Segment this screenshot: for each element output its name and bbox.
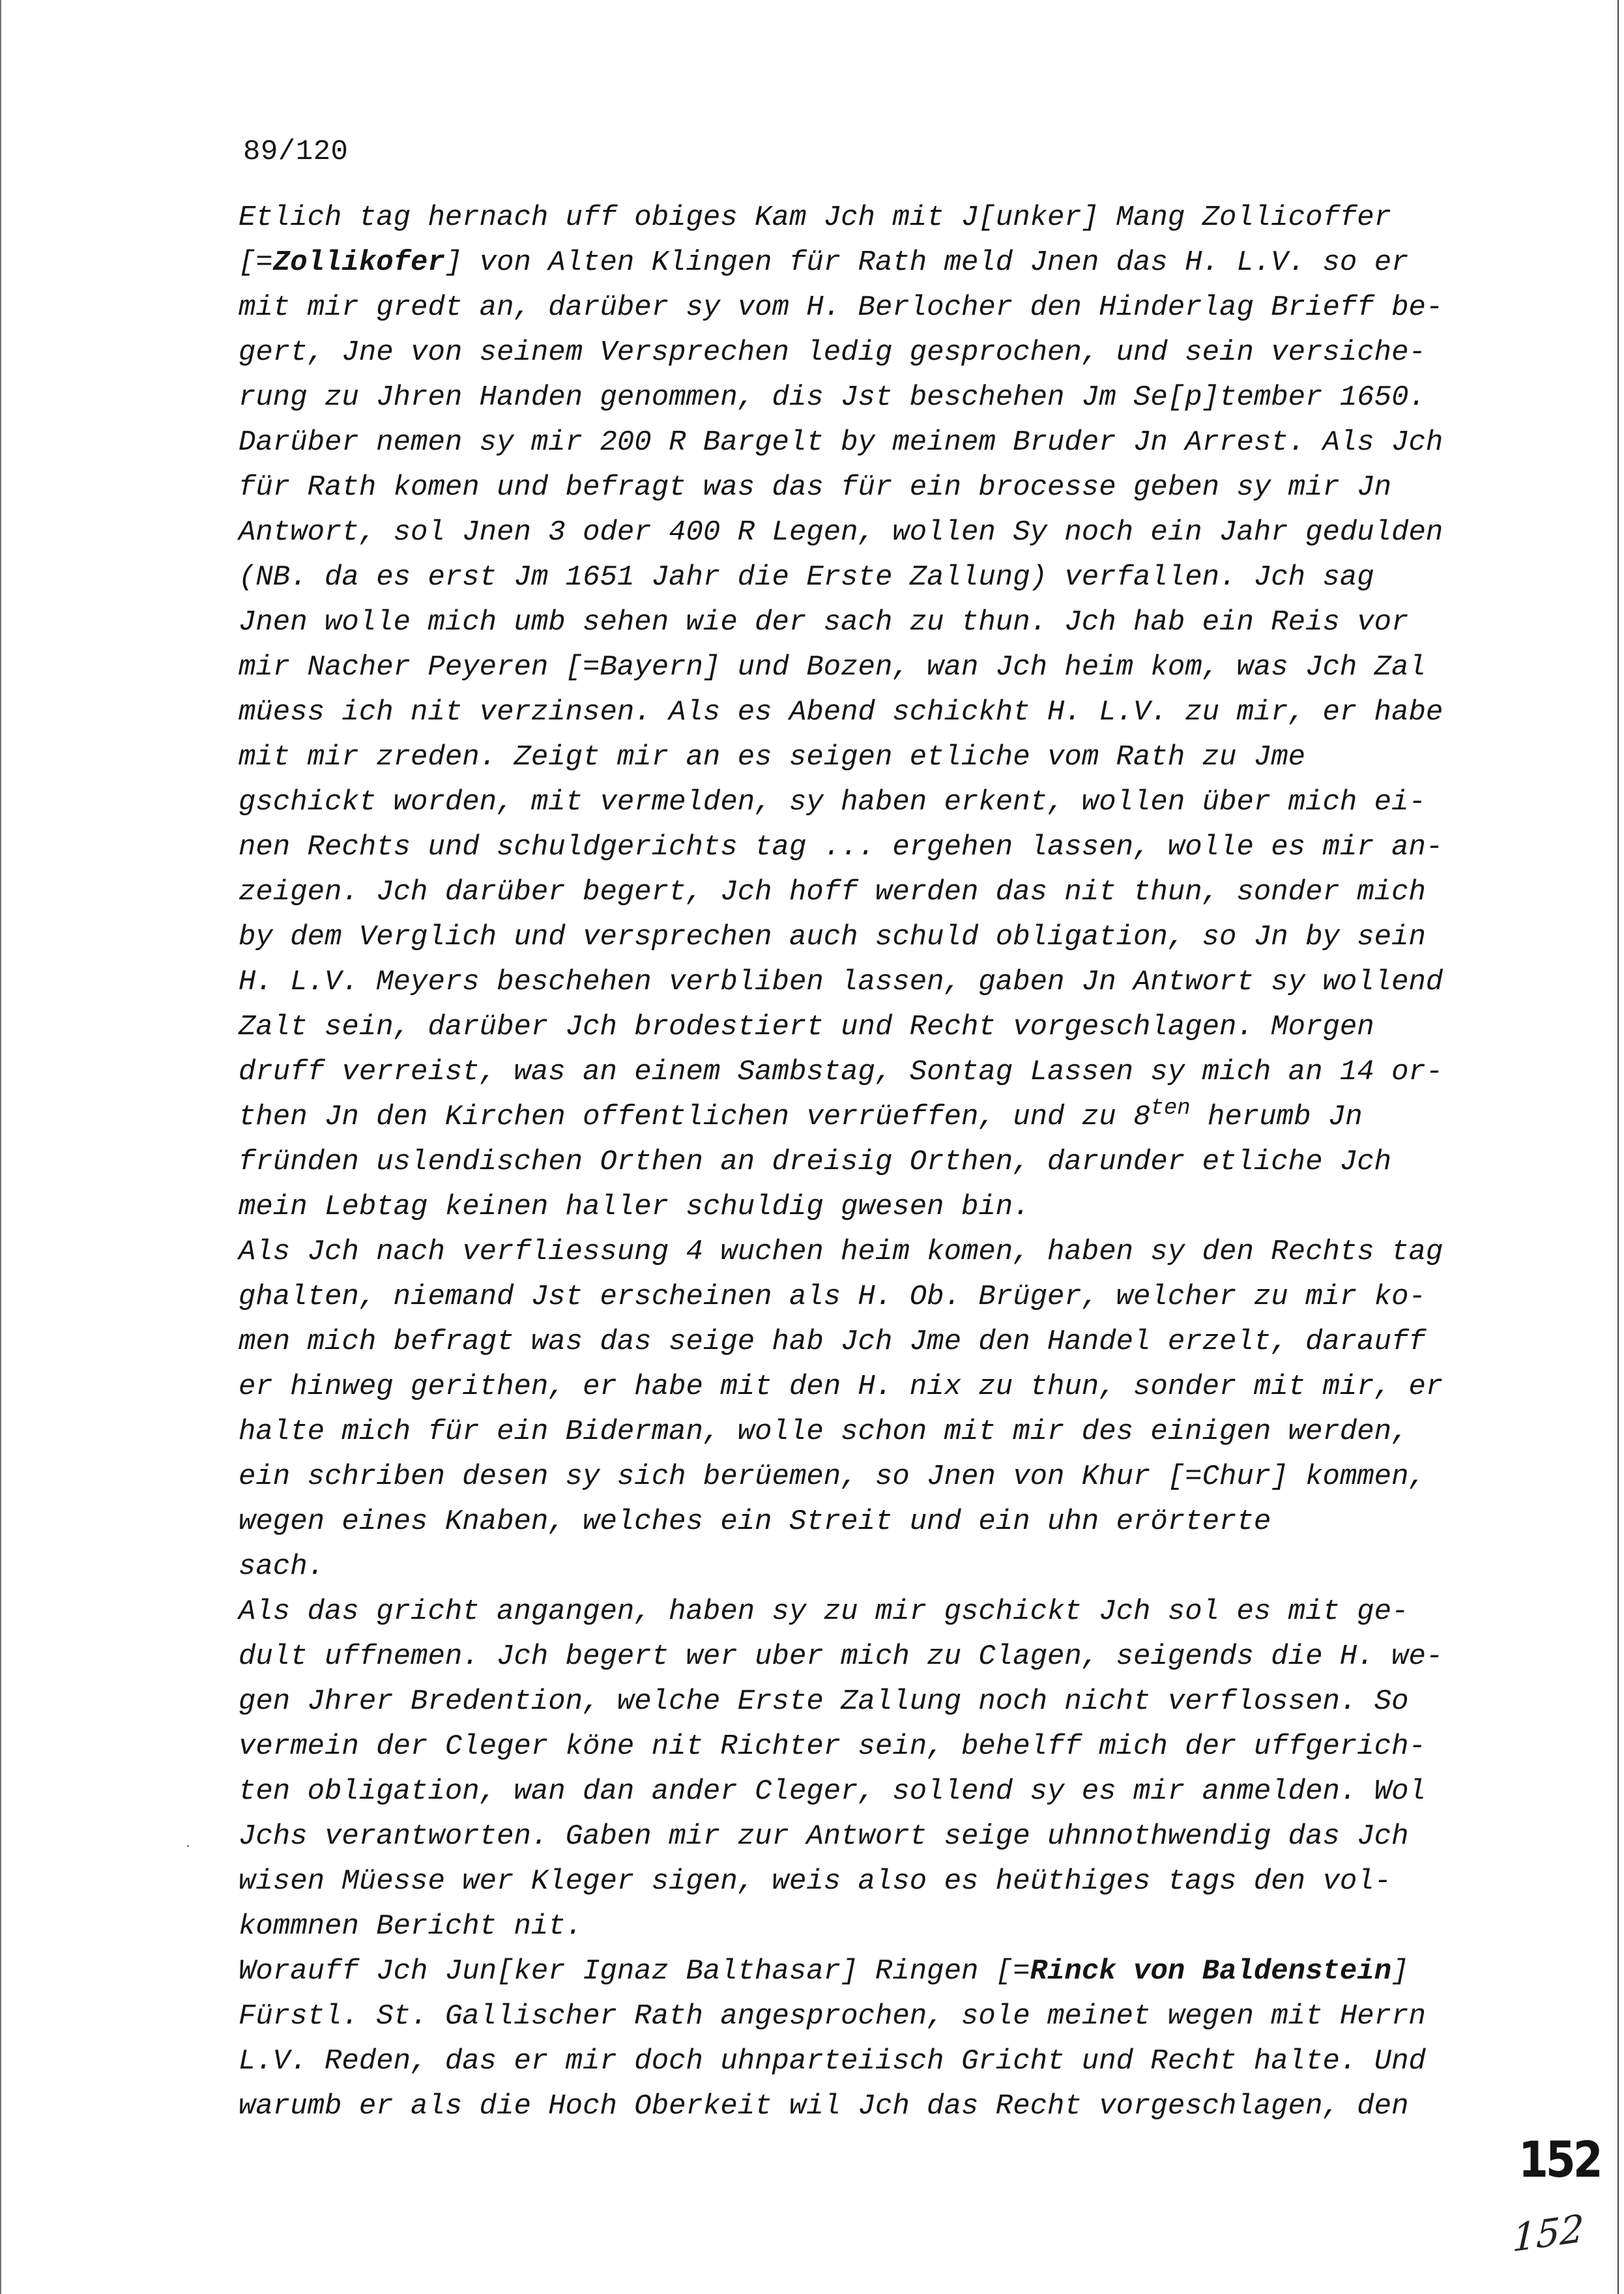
text-line (239, 510, 1496, 555)
text-line (239, 1724, 1496, 1769)
text-segment: L.V. Reden, das er mir doch uhnparteiisch Gricht und Recht halte. Und (239, 2045, 1426, 2078)
text-line (239, 1230, 1496, 1275)
text-segment: Worauff Jch Jun[ker Ignaz Balthasar] Ringen [= (239, 1955, 1030, 1988)
text-line (239, 330, 1496, 375)
text-segment: Fürstl. St. Gallischer Rath angesprochen, sole meinet wegen mit Herrn (239, 2000, 1426, 2033)
text-segment: rung zu Jhren Handen genommen, dis Jst beschehen Jm Se[p]tember 1650. (239, 381, 1426, 414)
text-segment: für Rath komen und befragt was das für ein brocesse geben sy mir Jn (239, 471, 1392, 504)
text-segment: gen Jhrer Bredention, welche Erste Zallung noch nicht verflossen. So (239, 1685, 1409, 1718)
text-segment: ein schriben desen sy sich berüemen, so Jnen von Khur [=Chur] kommen, (239, 1460, 1426, 1493)
text-segment: Jchs verantworten. Gaben mir zur Antwort seige uhnnothwendig das Jch (239, 1820, 1409, 1853)
text-line (239, 1590, 1496, 1634)
transcription-body (239, 196, 1496, 2129)
text-line (239, 1859, 1496, 1904)
text-line (239, 735, 1496, 780)
text-segment: ten obligation, wan dan ander Cleger, sollend sy es mir anmelden. Wol (239, 1775, 1426, 1808)
sheet-edge-right (1617, 0, 1619, 2294)
text-line (239, 1410, 1496, 1455)
text-segment: ghalten, niemand Jst erscheinen als H. Ob. Brüger, welcher zu mir ko- (239, 1281, 1426, 1313)
text-segment: [= (239, 246, 273, 279)
text-line (239, 1545, 1496, 1590)
text-segment: druff verreist, was an einem Sambstag, Sontag Lassen sy mich an 14 or- (239, 1056, 1443, 1088)
text-segment: warumb er als die Hoch Oberkeit wil Jch das Recht vorgeschlagen, den (239, 2090, 1409, 2123)
text-line (239, 1455, 1496, 1500)
text-line (239, 465, 1496, 510)
text-line (239, 780, 1496, 825)
text-line (239, 2039, 1496, 2084)
handwritten-page-number: 152 (1511, 2205, 1585, 2261)
text-segment: Als Jch nach verfliessung 4 wuchen heim komen, haben sy den Rechts tag (239, 1236, 1443, 1268)
sheet-edge-left (0, 0, 1, 2294)
text-line (239, 1050, 1496, 1095)
text-segment: mir Nacher Peyeren [=Bayern] und Bozen, wan Jch heim kom, was Jch Zal (239, 651, 1426, 684)
text-segment: men mich befragt was das seige hab Jch Jme den Handel erzelt, darauff (239, 1326, 1426, 1358)
text-segment: by dem Verglich und versprechen auch schuld obligation, so Jn by sein (239, 921, 1426, 953)
text-line (239, 1140, 1496, 1185)
stamped-page-number: 152 (1518, 2131, 1601, 2189)
text-line (239, 196, 1496, 240)
text-line (239, 960, 1496, 1005)
text-line (239, 1904, 1496, 1949)
text-segment: Etlich tag hernach uff obiges Kam Jch mit J[unker] Mang Zollicoffer (239, 201, 1392, 234)
text-segment: mit mir zreden. Zeigt mir an es seigen etliche vom Rath zu Jme (239, 741, 1306, 774)
text-line (239, 1185, 1496, 1230)
paragraph (239, 196, 1496, 1230)
text-line (239, 1994, 1496, 2039)
text-line (239, 1320, 1496, 1365)
paragraph (239, 1590, 1496, 1949)
text-segment: gschickt worden, mit vermelden, sy haben erkent, wollen über mich ei- (239, 786, 1426, 819)
text-segment: mit mir gredt an, darüber sy vom H. Berlocher den Hinderlag Brieff be- (239, 291, 1443, 324)
text-line (239, 1949, 1496, 1994)
paragraph (239, 1949, 1496, 2129)
text-segment: mein Lebtag keinen haller schuldig gwesen bin. (239, 1191, 1030, 1223)
text-line (239, 825, 1496, 870)
paragraph (239, 1230, 1496, 1590)
text-segment: ] von Alten Klingen für Rath meld Jnen das H. L.V. so er (444, 246, 1409, 279)
text-segment: er hinweg gerithen, er habe mit den H. nix zu thun, sonder mit mir, er (239, 1371, 1443, 1403)
text-line (239, 240, 1496, 285)
text-line (239, 1095, 1496, 1140)
text-line (239, 1679, 1496, 1724)
text-segment: Jnen wolle mich umb sehen wie der sach zu thun. Jch hab ein Reis vor (239, 606, 1409, 639)
text-segment: müess ich nit verzinsen. Als es Abend schickht H. L.V. zu mir, er habe (239, 696, 1443, 729)
text-segment: fründen uslendischen Orthen an dreisig Orthen, darunder etliche Jch (239, 1146, 1392, 1178)
text-segment: wisen Müesse wer Kleger sigen, weis also es heüthiges tags den vol- (239, 1865, 1392, 1898)
text-segment: kommnen Bericht nit. (239, 1910, 583, 1943)
text-line (239, 375, 1496, 420)
text-line (239, 1634, 1496, 1679)
bold-name: Rinck von Baldenstein (1030, 1955, 1392, 1988)
text-line (239, 645, 1496, 690)
text-segment: Zalt sein, darüber Jch brodestiert und Recht vorgeschlagen. Morgen (239, 1011, 1374, 1043)
text-line (239, 870, 1496, 915)
superscript: ten (1150, 1096, 1191, 1121)
text-line (239, 1005, 1496, 1050)
text-segment: nen Rechts und schuldgerichts tag ... ergehen lassen, wolle es mir an- (239, 831, 1443, 864)
text-line (239, 1814, 1496, 1859)
text-line (239, 1365, 1496, 1410)
text-segment: dult uffnemen. Jch begert wer uber mich zu Clagen, seigends die H. we- (239, 1640, 1443, 1673)
text-segment: Antwort, sol Jnen 3 oder 400 R Legen, wollen Sy noch ein Jahr gedulden (239, 516, 1443, 549)
text-segment: halte mich für ein Biderman, wolle schon mit mir des einigen werden, (239, 1416, 1409, 1448)
folio-number: 89/120 (243, 136, 349, 168)
text-segment: (NB. da es erst Jm 1651 Jahr die Erste Zallung) verfallen. Jch sag (239, 561, 1374, 594)
stray-ink-mark (187, 1845, 189, 1847)
text-line (239, 1275, 1496, 1320)
text-line (239, 420, 1496, 465)
text-line (239, 2084, 1496, 2129)
text-segment: vermein der Cleger köne nit Richter sein, behelff mich der uffgerich- (239, 1730, 1426, 1763)
text-line (239, 1500, 1496, 1545)
text-segment: sach. (239, 1550, 325, 1583)
text-segment: zeigen. Jch darüber begert, Jch hoff werden das nit thun, sonder mich (239, 876, 1426, 908)
text-segment: wegen eines Knaben, welches ein Streit und ein uhn erörterte (239, 1505, 1271, 1538)
text-segment: Als das gricht angangen, haben sy zu mir gschickt Jch sol es mit ge- (239, 1595, 1409, 1628)
text-segment: Darüber nemen sy mir 200 R Bargelt by meinem Bruder Jn Arrest. Als Jch (239, 426, 1443, 459)
text-line (239, 915, 1496, 960)
text-line (239, 555, 1496, 600)
text-segment: gert, Jne von seinem Versprechen ledig gesprochen, und sein versiche- (239, 336, 1426, 369)
bold-name: Zollikofer (272, 246, 445, 279)
text-segment: ] (1391, 1955, 1409, 1988)
text-line (239, 1769, 1496, 1814)
text-line (239, 285, 1496, 330)
text-segment: herumb Jn (1190, 1101, 1363, 1133)
text-segment: then Jn den Kirchen offentlichen verrüeffen, und zu 8 (239, 1101, 1151, 1133)
text-segment: H. L.V. Meyers beschehen verbliben lassen, gaben Jn Antwort sy wollend (239, 966, 1443, 998)
text-line (239, 690, 1496, 735)
text-line (239, 600, 1496, 645)
